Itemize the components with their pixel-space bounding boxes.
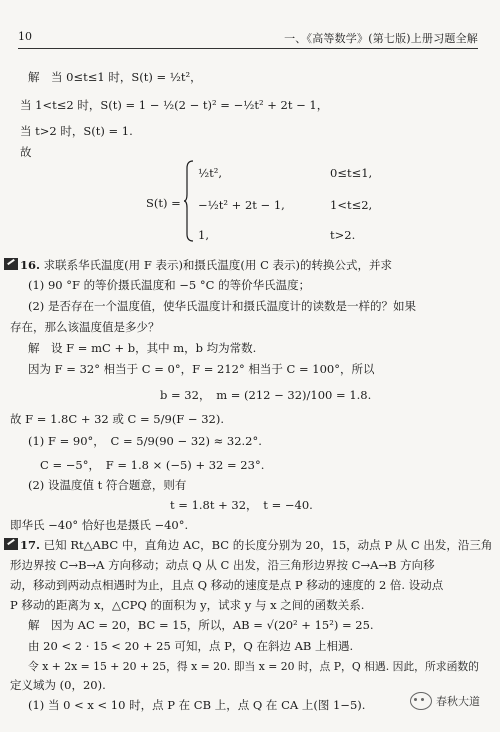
- page-number: 10: [18, 30, 32, 43]
- sol16-line-2: 因为 F = 32° 相当于 C = 0°，F = 212° 相当于 C = 100°，所以: [28, 362, 375, 376]
- problem-16-line-2: (1) 90 °F 的等价摄氏温度和 −5 °C 的等价华氏温度；: [28, 278, 311, 292]
- sol15-line-2: 当 1<t≤2 时，S(t) = 1 − ½(2 − t)² = −½t² + 2t − 1，: [20, 98, 329, 112]
- problem-17-line-2: 形边界按 C→B→A 方向移动；动点 Q 从 C 出发，沿三角形边界按 C→A→B 方向移: [10, 558, 435, 572]
- wechat-icon: [410, 692, 432, 710]
- case1-expr: ½t²,: [198, 166, 223, 180]
- sol17-line-4: 定义域为 (0，20).: [10, 678, 106, 692]
- case3-cond: t>2.: [330, 228, 356, 242]
- sol17-line-1: 解 因为 AC = 20，BC = 15，所以，AB = √(20² + 15²) = 25.: [28, 618, 374, 632]
- problem-17-line-1: [4, 538, 492, 552]
- sol16-line-1: 解 设 F = mC + b，其中 m，b 均为常数.: [28, 341, 257, 355]
- sol16-line-4: 故 F = 1.8C + 32 或 C = 5/9(F − 32).: [10, 412, 225, 426]
- problem-16-line-1: [4, 258, 392, 272]
- header-rule: [18, 48, 478, 49]
- sol16-line-8: t = 1.8t + 32， t = −40.: [170, 498, 313, 512]
- sol16-line-7: (2) 设温度值 t 符合题意，则有: [28, 478, 187, 492]
- problem-16-line-4: 存在，那么该温度值是多少？: [10, 320, 160, 334]
- case3-expr: 1,: [198, 228, 209, 242]
- exercise-marker-icon: [4, 258, 18, 270]
- left-brace-icon: [183, 160, 195, 242]
- sol16-line-9: 即华氏 −40° 恰好也是摄氏 −40°.: [10, 518, 189, 532]
- sol17-line-3: 令 x + 2x = 15 + 20 + 25，得 x = 20. 即当 x = 20 时，点 P，Q 相遇. 因此，所求函数的: [28, 660, 479, 673]
- sol15-line-4: 故: [20, 145, 32, 159]
- problem-16-line-3: (2) 是否存在一个温度值，使华氏温度计和摄氏温度计的读数是一样的？如果: [28, 299, 416, 313]
- watermark: [410, 690, 480, 712]
- problem-17-number: 17.: [20, 538, 41, 552]
- page-header: [18, 30, 478, 46]
- problem-16-text-1: 求联系华氏温度(用 F 表示)和摄氏温度(用 C 表示)的转换公式，并求: [43, 258, 393, 272]
- sol16-line-3: b = 32， m = (212 − 32)/100 = 1.8.: [160, 388, 372, 402]
- problem-17-line-3: 动，移动到两动点相遇时为止，且点 Q 移动的速度是点 P 移动的速度的 2 倍. 设动点: [10, 578, 444, 592]
- case1-cond: 0≤t≤1,: [330, 166, 373, 180]
- sol16-line-5: (1) F = 90°， C = 5/9(90 − 32) ≈ 32.2°.: [28, 434, 262, 448]
- watermark-text: 春秋大道: [436, 695, 480, 708]
- problem-17-line-4: P 移动的距离为 x，△CPQ 的面积为 y，试求 y 与 x 之间的函数关系.: [10, 598, 365, 612]
- sol15-line-3: 当 t>2 时，S(t) = 1.: [20, 124, 133, 138]
- case2-cond: 1<t≤2,: [330, 198, 373, 212]
- sol17-line-2: 由 20 < 2 · 15 < 20 + 25 可知，点 P，Q 在斜边 AB 上相遇.: [28, 639, 354, 653]
- sol16-line-6: C = −5°， F = 1.8 × (−5) + 32 = 23°.: [40, 458, 265, 472]
- problem-16-number: 16.: [20, 258, 41, 272]
- sol17-line-5: (1) 当 0 < x < 10 时，点 P 在 CB 上，点 Q 在 CA 上(图 1−5).: [28, 698, 366, 712]
- piecewise-lhs: S(t) =: [146, 196, 181, 210]
- problem-17-text-1: 已知 Rt△ABC 中，直角边 AC，BC 的长度分别为 20，15，动点 P 从 C 出发，沿三角: [43, 538, 493, 552]
- running-title: 一、《高等数学》(第七版)上册习题全解: [284, 32, 478, 45]
- sol15-line-1: 解 当 0≤t≤1 时，S(t) = ½t²，: [28, 70, 202, 84]
- case2-expr: −½t² + 2t − 1,: [198, 198, 285, 212]
- exercise-marker-icon: [4, 538, 18, 550]
